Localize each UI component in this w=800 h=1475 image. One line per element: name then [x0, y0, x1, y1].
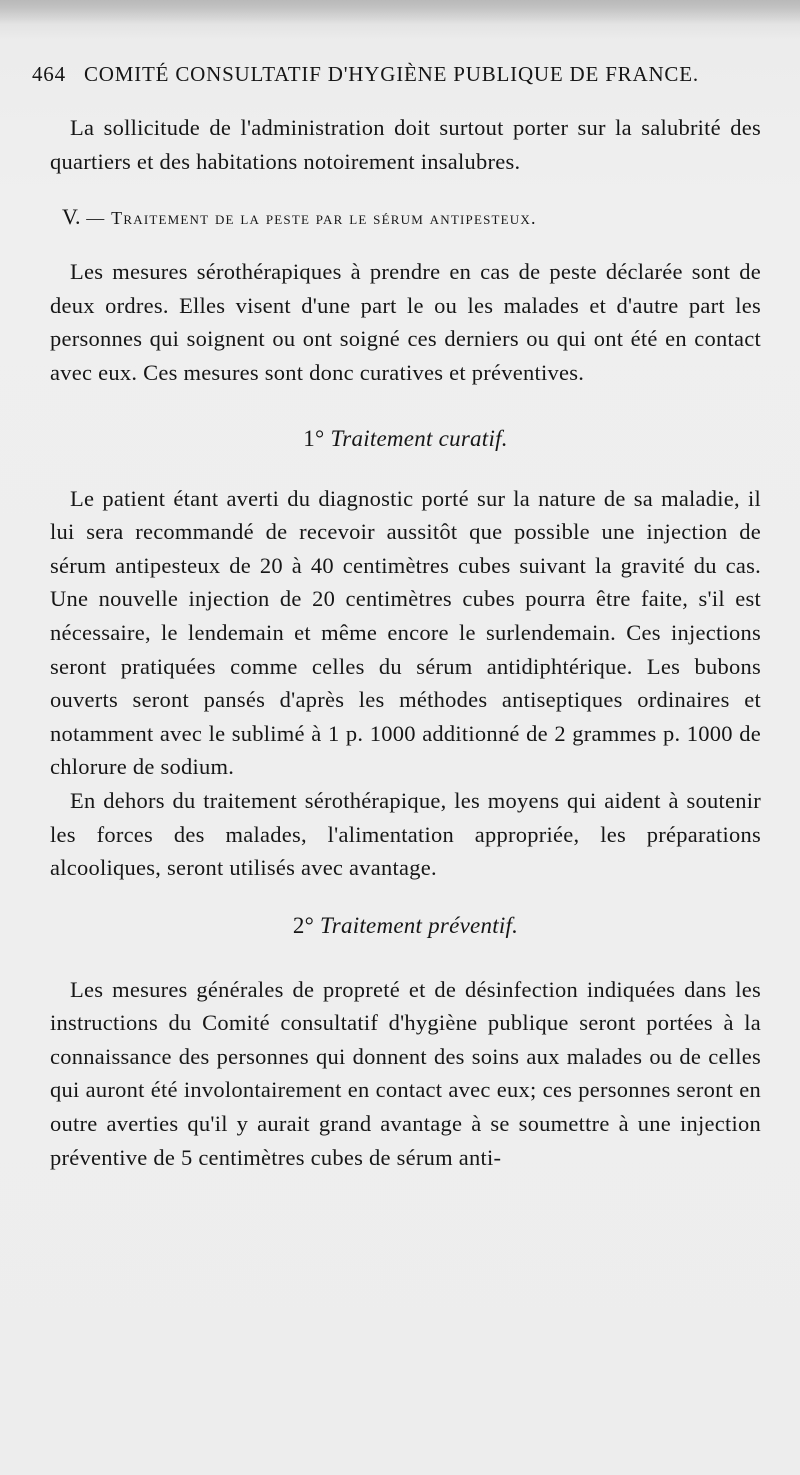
section-heading — [50, 202, 761, 233]
subheading-preventive — [50, 911, 761, 941]
subheading-curative — [50, 424, 761, 454]
page-number: 464 — [32, 62, 66, 86]
paragraph-preventive-treatment: Les mesures générales de propreté et de désinfection indiquées dans les instructions du Comité consultatif d'hygiène publique seront portées à la connaissance des personnes qui donnent des soins aux malades ou de celles qui auront été involontairement en contact avec eux; ces personnes seront en outre averties qu'il y aurait grand avantage à se soumettre à une injection préventive de 5 centimètres cubes de sérum anti- — [50, 976, 761, 1170]
paragraph-curative-treatment: Le patient étant averti du diagnostic porté sur la nature de sa maladie, il lui sera recommandé de recevoir aussitôt que possible une injection de sérum antipesteux de 20 à 40 centimètres cubes suivant la gravité du cas. Une nouvelle injection de 20 centimètres cubes pourra être faite, s'il est nécessaire, le lendemain et même encore le surlendemain. Ces injections seront pratiquées comme celles du sérum antidiphtérique. Les bubons ouverts seront pansés d'après les méthodes antiseptiques ordinaires et notamment avec le sublimé à 1 p. 1000 additionné de 2 grammes p. 1000 de chlorure de sodium. — [50, 485, 761, 780]
paragraph-serotherapy: Les mesures sérothérapiques à prendre en cas de peste déclarée sont de deux ordres. Elles visent d'une part le ou les malades et d'autre part les personnes qui soignent ou ont soigné ces derniers ou qui ont été en contact avec eux. Ces mesures sont donc curatives et préventives. — [50, 259, 761, 385]
subheading-preventive-title: Traitement préventif. — [320, 912, 519, 938]
running-title: COMITÉ CONSULTATIF D'HYGIÈNE PUBLIQUE DE FRANCE. — [84, 62, 699, 86]
page-scan-shadow — [0, 0, 800, 24]
page-header — [32, 62, 744, 92]
section-title: Traitement de la peste par le sérum antipesteux. — [111, 208, 537, 229]
section-dash: — — [86, 208, 106, 229]
subheading-curative-number: 1° — [303, 425, 325, 451]
paragraph-supportive-care: En dehors du traitement sérothérapique, les moyens qui aident à soutenir les forces des malades, l'alimentation appropriée, les préparations alcooliques, seront utilisés avec avantage. — [50, 787, 761, 881]
paragraph-salubrity: La sollicitude de l'administration doit surtout porter sur la salubrité des quartiers et des habitations notoirement insalubres. — [50, 115, 761, 174]
subheading-curative-title: Traitement curatif. — [330, 425, 508, 451]
body-text — [50, 111, 761, 1174]
subheading-preventive-number: 2° — [292, 912, 315, 938]
section-number: V. — [62, 204, 81, 230]
